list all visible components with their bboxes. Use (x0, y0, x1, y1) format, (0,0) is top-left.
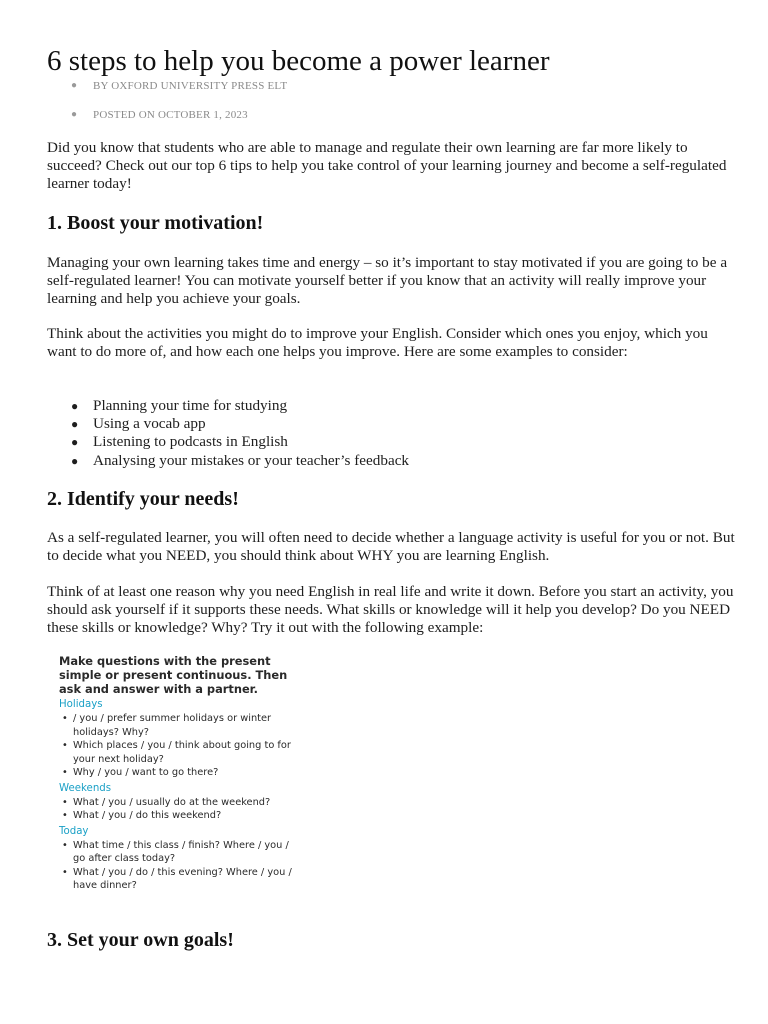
motivation-paragraph-1: Managing your own learning takes time and energy – so it’s important to stay motivated if you are going to be a self-regulated learner! You can motivate yourself better if you know that an activity will really improve your learning and help you achieve your goals. (47, 254, 728, 308)
exercise-item: • What time / this class / finish? Where / you / go after class today? (59, 839, 299, 866)
motivation-paragraph-2: Think about the activities you might do to improve your English. Consider which ones you enjoy, which you want to do more of, and how each one helps you improve. Here are some examples to consider: (47, 325, 708, 361)
section-heading-motivation: 1. Boost your motivation! (47, 212, 264, 234)
exercise-group-label: Today (59, 825, 89, 837)
exercise-item: • What / you / do this weekend? (59, 809, 299, 823)
list-item-text: Listening to podcasts in English (93, 433, 288, 451)
exercise-group-label: Weekends (59, 782, 112, 794)
examples-list (47, 397, 409, 470)
needs-paragraph-2: Think of at least one reason why you need English in real life and write it down. Before you start an activity, you should ask yourself if it supports these needs. What skills or knowledge will it help you develop? Do you NEED these skills or knowledge? Why? Try it out with the following example: (47, 583, 734, 637)
list-item (47, 415, 409, 433)
section-heading-goals: 3. Set your own goals! (47, 929, 234, 951)
bullet-icon: ● (71, 417, 79, 432)
needs-paragraph-1: As a self-regulated learner, you will often need to decide whether a language activity is useful for you or not. But to decide what you NEED, you should think about WHY you are learning English. (47, 529, 735, 565)
exercise-item: • / you / prefer summer holidays or winter holidays? Why? (59, 712, 299, 739)
bullet-icon: ● (71, 109, 78, 120)
exercise-instruction: Make questions with the present simple or present continuous. Then ask and answer with a partner. (59, 654, 288, 696)
exercise-item: • What / you / usually do at the weekend? (59, 796, 299, 810)
list-item-text: Planning your time for studying (93, 397, 288, 414)
section-heading-needs: 2. Identify your needs! (47, 488, 239, 510)
list-item-text: Using a vocab app (93, 415, 206, 433)
bullet-icon: ● (71, 453, 79, 468)
exercise-item: • What / you / do / this evening? Where / you / have dinner? (59, 866, 299, 893)
list-item (47, 433, 409, 451)
list-item (47, 397, 409, 415)
page-title: 6 steps to help you become a power learner (47, 45, 550, 77)
byline-text: BY OXFORD UNIVERSITY PRESS ELT (93, 80, 288, 92)
post-date-text: POSTED ON OCTOBER 1, 2023 (93, 109, 248, 121)
exercise-group-label: Holidays (59, 699, 103, 710)
list-item (47, 452, 409, 470)
bullet-icon: ● (71, 80, 78, 91)
exercise-item: • Why / you / want to go there? (59, 766, 299, 780)
bullet-icon: ● (71, 399, 79, 413)
exercise-item: • Which places / you / think about going to for your next holiday? (59, 739, 299, 766)
exercise-list (59, 839, 299, 893)
exercise-image (59, 654, 299, 893)
bullet-icon: ● (71, 435, 79, 450)
list-item-text: Analysing your mistakes or your teacher’s feedback (93, 451, 410, 469)
exercise-list (59, 712, 299, 780)
exercise-list (59, 796, 299, 823)
intro-paragraph: Did you know that students who are able to manage and regulate their own learning are far more likely to succeed? Check out our top 6 tips to help you take control of your learning journey and become a self-regulated learner today! (47, 139, 727, 193)
